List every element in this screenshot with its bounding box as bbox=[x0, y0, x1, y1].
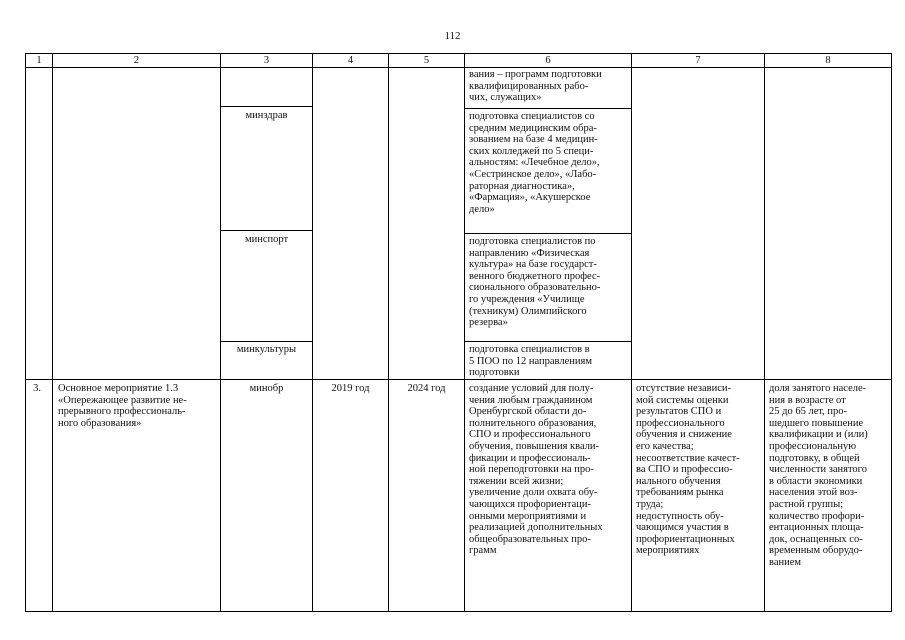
rule-col-7-8 bbox=[764, 53, 765, 612]
rule-table-top bbox=[25, 53, 892, 54]
row3-name: Основное мероприятие 1.3 «Опережающее развитие не- прерывного профессиональ- ного образования» bbox=[58, 383, 187, 429]
rule-col-2-3 bbox=[220, 53, 221, 612]
rule-col-5-6 bbox=[464, 53, 465, 612]
agency-minkultury: минкультуры bbox=[236, 344, 297, 355]
header-col-1: 1 bbox=[36, 55, 42, 66]
rule-col6-row1 bbox=[464, 108, 631, 109]
description-minsport: подготовка специалистов по направлению «Физическая культура» на базе государст- венного бюджетного профес- сионального образовательно- го учреждения «Училище (техникум) Олимпийского резерва» bbox=[469, 236, 601, 329]
row3-agency: минобр bbox=[249, 383, 284, 394]
rule-col-right bbox=[891, 53, 892, 612]
row3-result: создание условий для полу- чения любым гражданином Оренбургской области до- полнительного образования, СПО и профессионального обучения, повышения квали- фикации и профессиональ- ной переподготовки на про- тяжении всей жизни; увеличение доли охвата обу- чающихся профориентаци- онными мероприятиями и реализацией дополнительных общеобразовательных про- грамм bbox=[469, 383, 603, 557]
rule-row3-top bbox=[25, 379, 892, 380]
rule-col-3-4 bbox=[312, 53, 313, 612]
row3-risks: отсутствие независи- мой системы оценки результатов СПО и профессионального обучения и снижение его качества; несоответствие качест- ва СПО и профессио- нального обучения требованиям рынка труда; недоступность обу- чающимся участия в профориентационных мероприятиях bbox=[636, 383, 740, 557]
rule-col6-row2 bbox=[464, 233, 631, 234]
header-col-7: 7 bbox=[695, 55, 701, 66]
rule-col6-row3 bbox=[464, 341, 631, 342]
header-col-2: 2 bbox=[133, 55, 140, 66]
header-col-6: 6 bbox=[545, 55, 551, 66]
rule-col3-row1 bbox=[220, 106, 312, 107]
rule-col-1-2 bbox=[52, 53, 53, 612]
agency-minsport: минспорт bbox=[244, 234, 289, 245]
header-col-3: 3 bbox=[263, 55, 270, 66]
rule-col3-row3 bbox=[220, 341, 312, 342]
page-number: 112 bbox=[444, 30, 461, 42]
rule-table-bottom bbox=[25, 611, 892, 612]
row3-start: 2019 год bbox=[331, 383, 370, 394]
description-minkultury: подготовка специалистов в 5 ПОО по 12 направлениям подготовки bbox=[469, 344, 592, 379]
rule-col-4-5 bbox=[388, 53, 389, 612]
continued-description: вания – программ подготовки квалифицированных рабо- чих, служащих» bbox=[469, 69, 602, 104]
description-minzdrav: подготовка специалистов со средним медицинским обра- зованием на базе 4 медицин- ских колледжей по 5 специ- альностям: «Лечебное дело», «Сестринское дело», «Лабо- раторная диагностика», «Фармация», «Акушерское дело» bbox=[469, 111, 600, 215]
row3-indicators: доля занятого населе- ния в возрасте от 25 до 65 лет, про- шедшего повышение квалификации и (или) профессиональную подготовку, в общей численности занятого в области экономики населения этой воз- растной группы; количество профори- ентационных площа- док, оснащенных со- временным оборудо- ванием bbox=[769, 383, 868, 568]
row3-end: 2024 год bbox=[407, 383, 446, 394]
row3-number: 3. bbox=[33, 383, 41, 394]
header-col-5: 5 bbox=[423, 55, 430, 66]
rule-col-left bbox=[25, 53, 26, 612]
rule-col3-row2 bbox=[220, 230, 312, 231]
rule-header-bottom bbox=[25, 67, 892, 68]
header-col-4: 4 bbox=[347, 55, 354, 66]
rule-col-6-7 bbox=[631, 53, 632, 612]
agency-minzdrav: минздрав bbox=[245, 110, 288, 121]
header-col-8: 8 bbox=[825, 55, 831, 66]
